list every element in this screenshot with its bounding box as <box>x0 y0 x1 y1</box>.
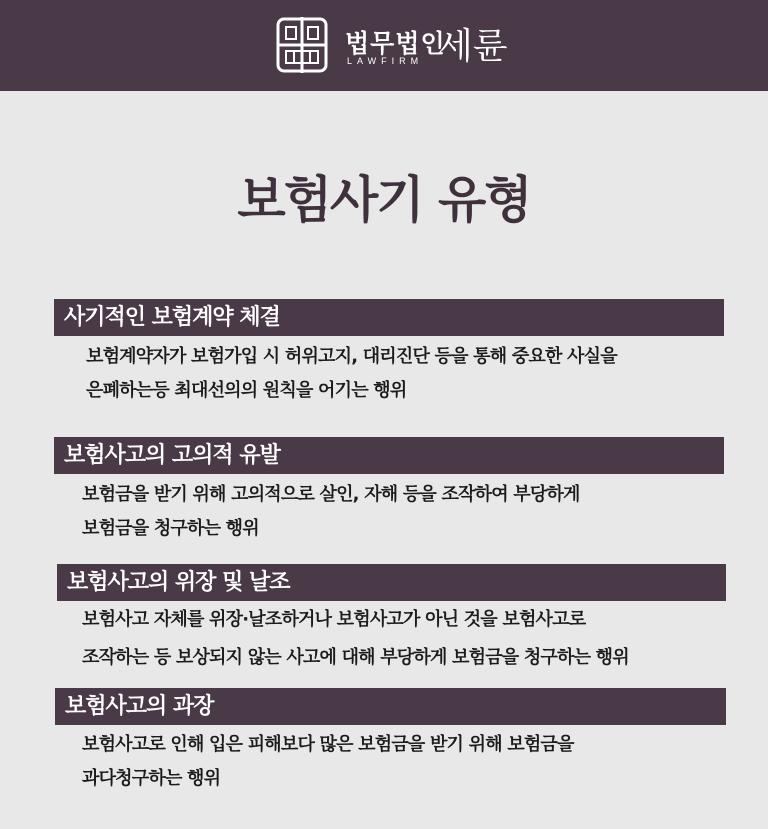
section-desc-line: 보험계약자가 보험가입 시 허위고지, 대리진단 등을 통해 중요한 사실을 <box>86 346 617 367</box>
section-desc-line: 보험사고 자체를 위장·날조하거나 보험사고가 아닌 것을 보험사고로 <box>82 609 586 630</box>
firm-name: 법무법인 <box>345 29 446 58</box>
section-heading-fraudulent-contract: 사기적인 보험계약 체결 <box>54 299 724 336</box>
section-desc-line: 보험금을 받기 위해 고의적으로 살인, 자해 등을 조작하여 부당하게 <box>82 484 580 505</box>
section-heading-fabrication: 보험사고의 위장 및 날조 <box>57 564 726 601</box>
section-heading-exaggeration: 보험사고의 과장 <box>55 688 726 725</box>
firm-subtitle: LAWFIRM <box>347 56 424 66</box>
section-desc-line: 과다청구하는 행위 <box>82 768 221 789</box>
page-title: 보험사기 유형 <box>237 171 531 229</box>
firm-seal-logo-icon <box>274 15 330 75</box>
section-heading-intentional-accident: 보험사고의 고의적 유발 <box>54 437 724 474</box>
section-desc-line: 은폐하는등 최대선의의 원칙을 어기는 행위 <box>86 380 407 401</box>
section-desc-line: 조작하는 등 보상되지 않는 사고에 대해 부당하게 보험금을 청구하는 행위 <box>82 647 629 668</box>
section-desc-line: 보험금을 청구하는 행위 <box>82 518 259 539</box>
section-desc-line: 보험사고로 인해 입은 피해보다 많은 보험금을 받기 위해 보험금을 <box>82 734 574 755</box>
header-bar <box>0 0 768 91</box>
firm-brand-name: 세륜 <box>438 26 508 67</box>
